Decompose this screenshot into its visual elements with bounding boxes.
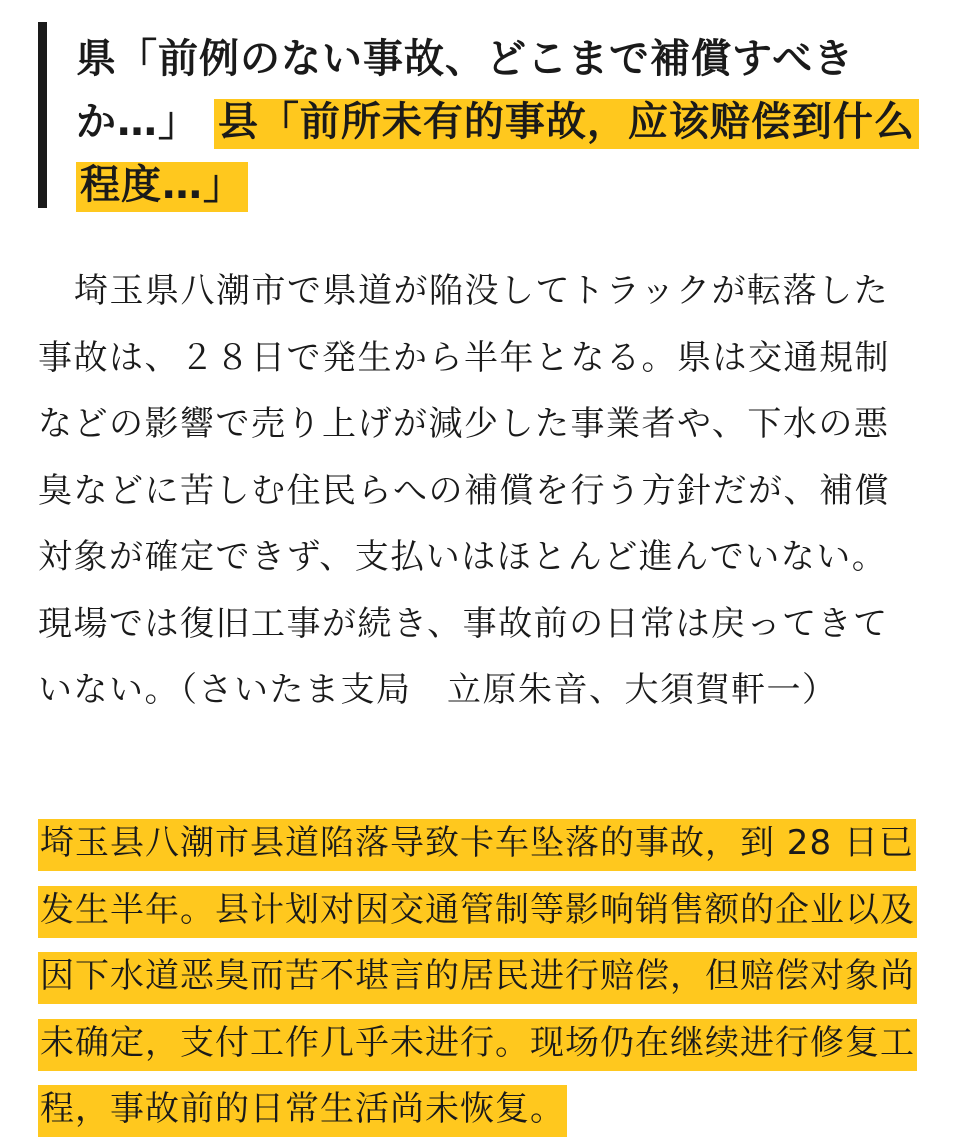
quote-bar	[38, 22, 47, 208]
heading-text	[76, 28, 926, 217]
article-heading	[38, 22, 928, 208]
chinese-paragraph-highlighted: 埼玉县八潮市县道陷落导致卡车坠落的事故，到 28 日已发生半年。县计划对因交通管制等影响销售额的企业以及因下水道恶臭而苦不堪言的居民进行赔偿，但赔偿对象尚未确定，支付工作几乎未进行。现场仍在继续进行修复工程，事故前的日常生活尚未恢复。	[38, 819, 917, 1137]
japanese-paragraph: 埼玉県八潮市で県道が陥没してトラックが転落した事故は、２８日で発生から半年となる。県は交通規制などの影響で売り上げが減少した事業者や、下水の悪臭などに苦しむ住民らへの補償を行う方針だが、補償対象が確定できず、支払いはほとんど進んでいない。現場では復旧工事が続き、事故前の日常は戻ってきていない。（さいたま支局 立原朱音、大須賀軒一）	[38, 271, 890, 710]
heading-japanese: 県「前例のない事故、どこまで補償すべきか…」	[76, 36, 855, 145]
chinese-paragraph	[38, 810, 918, 1143]
heading-chinese-highlighted: 县「前所未有的事故，应该赔偿到什么程度…」	[76, 99, 919, 212]
